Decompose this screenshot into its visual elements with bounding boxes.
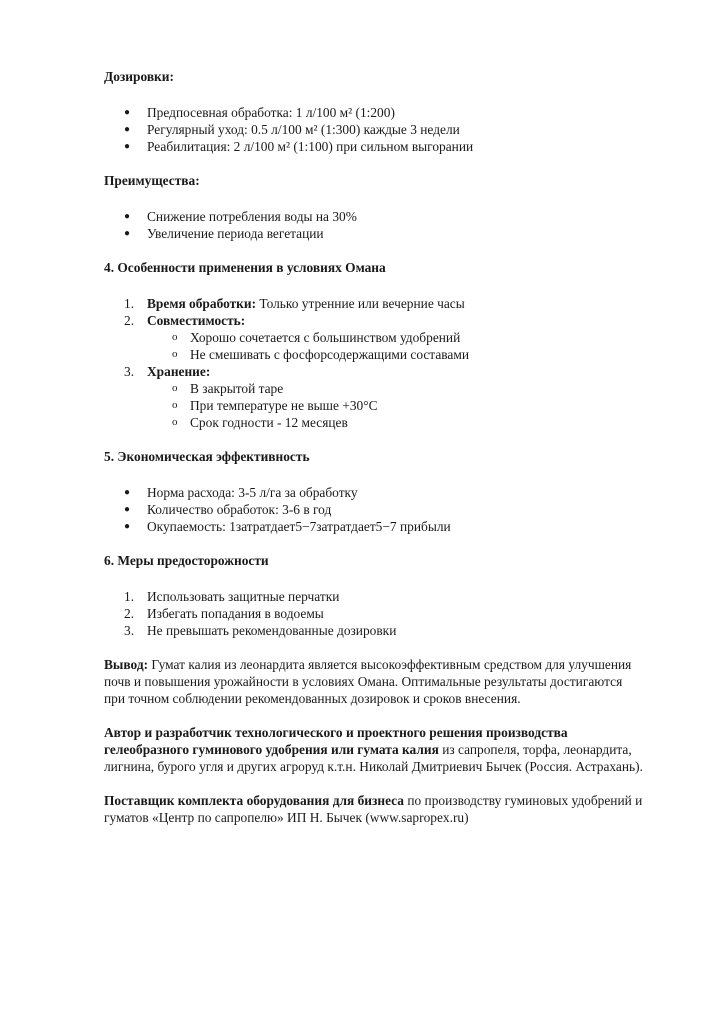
bullet-icon: ●: [124, 141, 131, 152]
circle-bullet-icon: o: [172, 348, 178, 360]
list-item: 2. Избегать попадания в водоемы: [124, 606, 324, 621]
list-item: 1. Время обработки: Только утренние или вечерние часы: [124, 296, 465, 311]
bullet-icon: ●: [124, 107, 131, 118]
precautions-list: [104, 588, 644, 639]
circle-bullet-icon: o: [172, 382, 178, 394]
conclusion-paragraph: Вывод: Гумат калия из леонардита является высокоэффективным средством для улучшения почв и повышения урожайности в условиях Омана. Оптимальные результаты достигаются при точном соблюдении рекомендованных дозировок и сроков внесения.: [104, 657, 632, 706]
list-item: o Не смешивать с фосфорсодержащими составами: [172, 347, 469, 362]
supplier-paragraph: Поставщик комплекта оборудования для бизнеса по производству гуминовых удобрений и гуматов «Центр по сапропелю» ИП Н. Бычек (www.sapropex.ru): [104, 793, 643, 825]
list-item: o Хорошо сочетается с большинством удобрений: [172, 330, 461, 345]
circle-bullet-icon: o: [172, 399, 178, 411]
storage-sublist: [104, 380, 644, 431]
advantages-heading: Преимущества:: [104, 173, 200, 188]
dosages-heading: Дозировки:: [104, 69, 174, 84]
bullet-icon: ●: [124, 487, 131, 498]
advantages-list: [104, 208, 644, 242]
circle-bullet-icon: o: [172, 331, 178, 343]
document-content: [104, 68, 644, 826]
precautions-heading: 6. Меры предосторожности: [104, 553, 269, 568]
list-item: 3. Хранение:: [124, 364, 211, 379]
bullet-icon: ●: [124, 504, 131, 515]
oman-list-cont: [104, 363, 644, 380]
list-item: ● Снижение потребления воды на 30%: [124, 209, 357, 224]
list-item: ● Реабилитация: 2 л/100 м² (1:100) при сильном выгорании: [124, 139, 474, 154]
list-item: ● Окупаемость: 1затратдает5−7затратдает5−7 прибыли: [124, 519, 451, 534]
circle-bullet-icon: o: [172, 416, 178, 428]
list-item: o Срок годности - 12 месяцев: [172, 415, 348, 430]
compatibility-sublist: [104, 329, 644, 363]
list-item: 3. Не превышать рекомендованные дозировки: [124, 623, 397, 638]
bullet-icon: ●: [124, 124, 131, 135]
oman-list: [104, 295, 644, 329]
list-item: o При температуре не выше +30°C: [172, 398, 378, 413]
list-item: 1. Использовать защитные перчатки: [124, 589, 340, 604]
list-item: 2. Совместимость:: [124, 313, 246, 328]
list-item: o В закрытой таре: [172, 381, 284, 396]
economics-list: [104, 484, 644, 535]
list-item: ● Количество обработок: 3-6 в год: [124, 502, 332, 517]
list-item: ● Регулярный уход: 0.5 л/100 м² (1:300) каждые 3 недели: [124, 122, 460, 137]
list-item: ● Увеличение периода вегетации: [124, 226, 324, 241]
bullet-icon: ●: [124, 521, 131, 532]
list-item: ● Норма расхода: 3-5 л/га за обработку: [124, 485, 358, 500]
author-paragraph: Автор и разработчик технологического и проектного решения производства гелеобразного гуминового удобрения или гумата калия из сапропеля, торфа, леонардита, лигнина, бурого угля и других агроруд к.т.н. Николай Дмитриевич Бычек (Россия. Астрахань).: [104, 725, 643, 774]
bullet-icon: ●: [124, 211, 131, 222]
bullet-icon: ●: [124, 228, 131, 239]
oman-heading: 4. Особенности применения в условиях Омана: [104, 260, 386, 275]
list-item: ● Предпосевная обработка: 1 л/100 м² (1:200): [124, 105, 395, 120]
dosages-list: [104, 104, 644, 155]
economics-heading: 5. Экономическая эффективность: [104, 449, 310, 464]
